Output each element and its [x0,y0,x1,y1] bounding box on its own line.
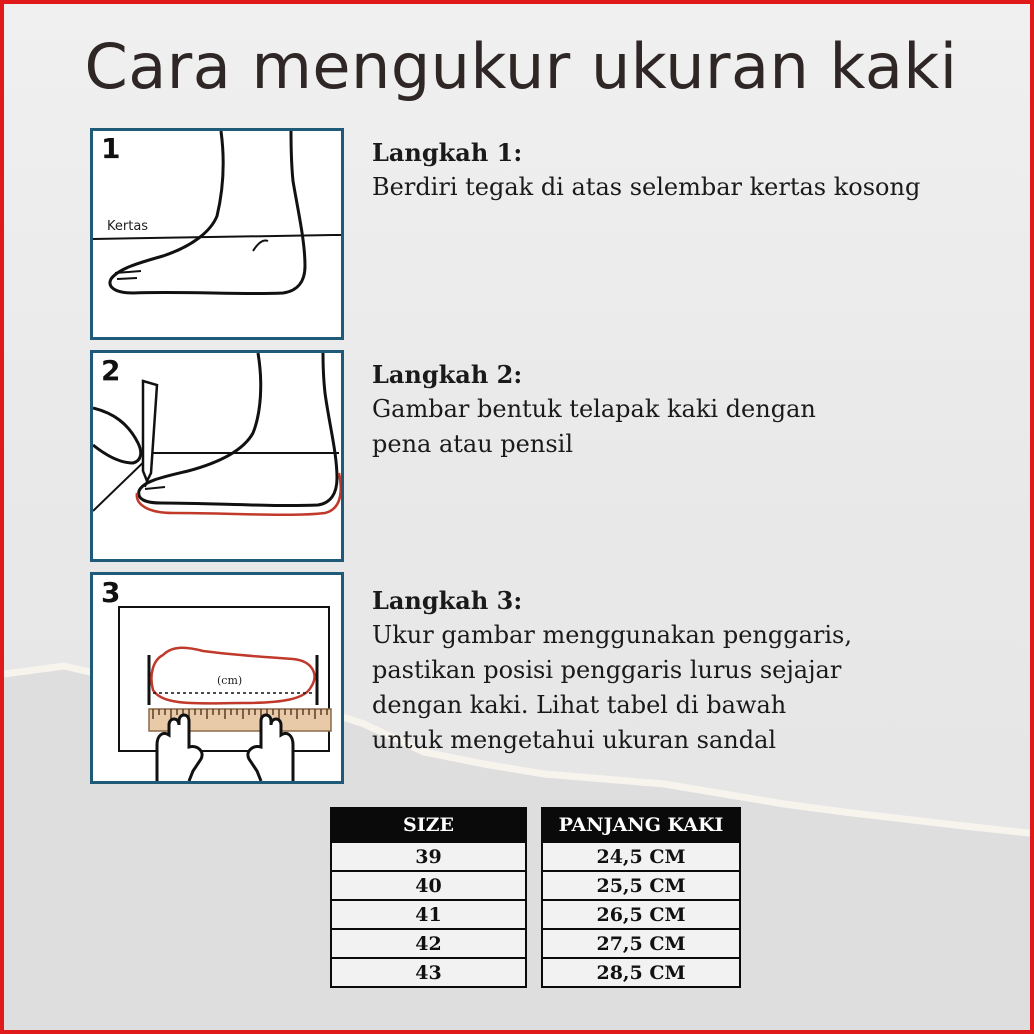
step-2-number: 2 [101,354,121,387]
size-table [330,807,741,988]
step-3-number: 3 [101,576,121,609]
step-3-heading: Langkah 3: [372,586,523,615]
step-1-text [372,135,972,205]
size-cell: 42 [331,929,526,958]
length-cell: 25,5 CM [542,871,740,900]
step-3-text [372,583,972,758]
table-row [331,958,740,987]
table-row [331,900,740,929]
step-2-illustration [90,350,344,562]
size-cell: 41 [331,900,526,929]
cm-label: (cm) [217,674,243,687]
size-header: SIZE [331,808,526,842]
step-2-body: Gambar bentuk telapak kaki dengan pena atau pensil [372,395,816,458]
size-cell: 43 [331,958,526,987]
table-row [331,929,740,958]
page-title: Cara mengukur ukuran kaki [84,30,958,103]
table-header-row [331,808,740,842]
table-row [331,871,740,900]
paper-label: Kertas [107,219,149,234]
step-1-body: Berdiri tegak di atas selembar kertas kosong [372,173,921,201]
foot-on-paper-drawing [93,131,341,337]
foot-tracing-drawing [93,353,341,559]
length-cell: 28,5 CM [542,958,740,987]
step-1-number: 1 [101,132,121,165]
length-cell: 24,5 CM [542,842,740,871]
length-cell: 26,5 CM [542,900,740,929]
step-3-body: Ukur gambar menggunakan penggaris, pastikan posisi penggaris lurus sejajar dengan kaki. Lihat tabel di bawah untuk mengetahui ukuran sandal [372,621,852,754]
table-row [331,842,740,871]
length-cell: 27,5 CM [542,929,740,958]
size-cell: 39 [331,842,526,871]
length-header: PANJANG KAKI [542,808,740,842]
step-1-heading: Langkah 1: [372,138,523,167]
size-cell: 40 [331,871,526,900]
step-2-text [372,357,972,462]
step-1-illustration [90,128,344,340]
step-2-heading: Langkah 2: [372,360,523,389]
step-3-illustration [90,572,344,784]
